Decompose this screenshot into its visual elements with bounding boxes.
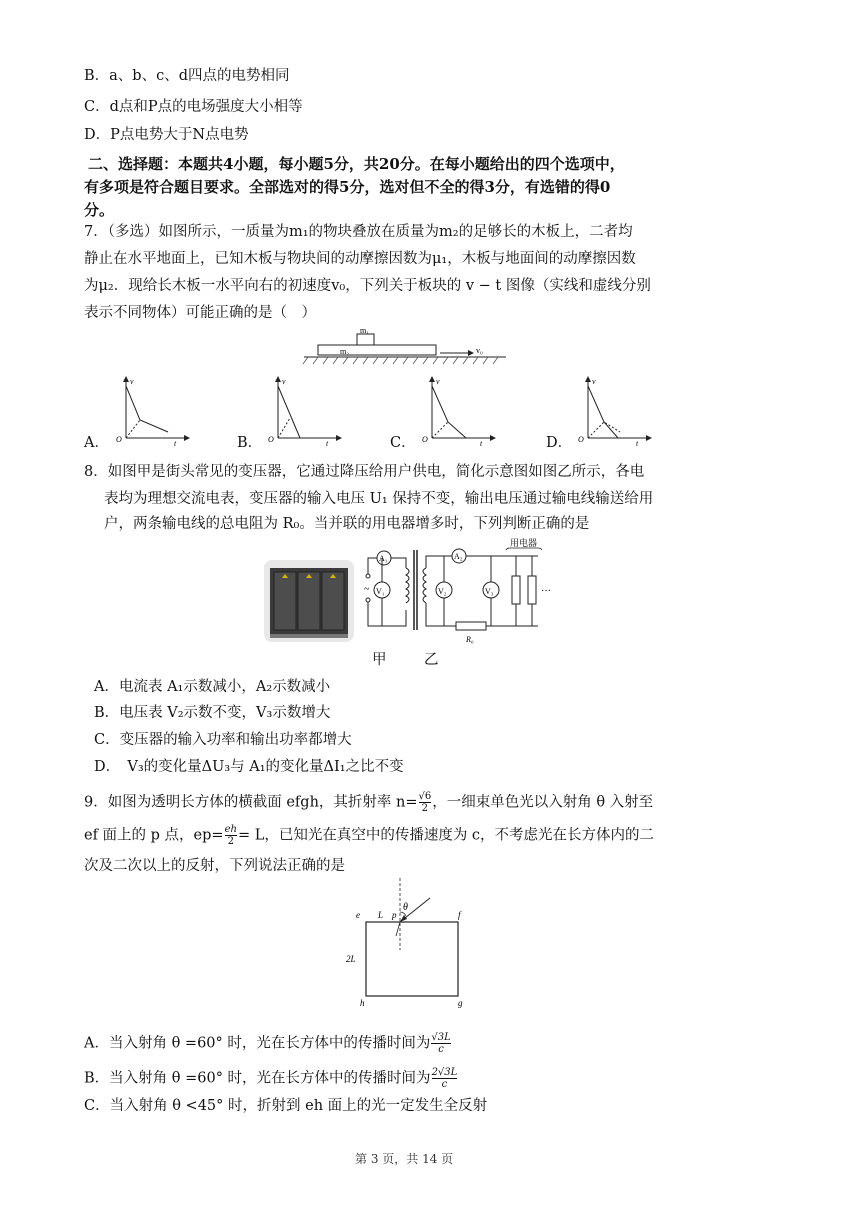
q6-option-c: C．d点和P点的电场强度大小相等 [84, 99, 303, 115]
svg-text:用电器: 用电器 [510, 538, 538, 548]
q9-n-num: √6 [418, 791, 432, 802]
q9-n-fraction [419, 791, 432, 814]
q8-caption-yi: 乙 [424, 652, 439, 668]
q9-ep-fraction [225, 824, 237, 847]
q9-option-b-fraction [432, 1067, 458, 1090]
q6-option-b: B．a、b、c、d四点的电势相同 [84, 68, 290, 84]
svg-text:θ: θ [403, 902, 408, 913]
svg-text:L: L [378, 910, 384, 920]
svg-text:t: t [174, 439, 177, 446]
q9-option-b-num: 2√3L [431, 1067, 458, 1078]
q9-line1 [84, 791, 653, 814]
svg-text:O: O [268, 435, 274, 444]
q7-option-d-label: D． [546, 435, 573, 451]
q9-option-a-text: A．当入射角 θ =60° 时，光在长方体中的传播时间为 [84, 1035, 431, 1052]
svg-text:v₀: v₀ [476, 346, 483, 355]
q9-option-b-den: c [441, 1079, 448, 1090]
q8-line1: 8．如图甲是街头常见的变压器，它通过降压给用户供电，简化示意图如图乙所示，各电 [84, 464, 645, 480]
q8-option-b: B．电压表 V₂示数不变，V₃示数增大 [94, 705, 331, 721]
q7-option-a-label: A． [84, 435, 109, 451]
q8-circuit-diagram [360, 538, 575, 648]
q9-line2-start: ef 面上的 p 点，ep= [84, 827, 224, 844]
q7-option-c-label: C． [390, 435, 416, 451]
svg-text:f: f [458, 910, 461, 920]
q6-option-d: D．P点电势大于N点电势 [84, 127, 249, 143]
svg-text:e: e [356, 910, 360, 920]
section2-line2: 有多项是符合题目要求。全部选对的得5分，选对但不全的得3分，有选错的得0 [84, 178, 611, 196]
svg-text:m₁: m₁ [360, 328, 370, 335]
q9-line1-start: 9．如图为透明长方体的横截面 efgh，其折射率 n= [84, 794, 418, 811]
q7-line2: 静止在水平地面上，已知木板与物块间的动摩擦因数为μ₁，木板与地面间的动摩擦因数 [84, 251, 636, 267]
svg-text:v: v [592, 377, 596, 386]
svg-text:t: t [326, 439, 329, 446]
svg-text:···: ··· [541, 586, 551, 597]
section2-line1: 二、选择题：本题共4小题，每小题5分，共20分。在每小题给出的四个选项中， [88, 155, 625, 173]
svg-text:V₃: V₃ [485, 587, 494, 596]
q9-option-a [84, 1032, 451, 1055]
svg-text:O: O [422, 435, 428, 444]
svg-text:m₂: m₂ [340, 347, 350, 356]
svg-text:A₁: A₁ [379, 554, 388, 563]
q8-option-c: C．变压器的输入功率和输出功率都增大 [94, 732, 352, 748]
q9-option-a-fraction [431, 1032, 450, 1055]
q9-line2 [84, 824, 654, 847]
svg-text:O: O [116, 435, 122, 444]
q9-n-den: 2 [421, 803, 429, 814]
svg-text:V₂: V₂ [438, 587, 447, 596]
page-footer: 第 3 页，共 14 页 [355, 1152, 454, 1166]
q9-prism-figure [340, 874, 475, 1014]
q8-line2: 表均为理想交流电表，变压器的输入电压 U₁ 保持不变，输出电压通过输电线输送给用 [104, 491, 654, 507]
svg-text:v: v [436, 377, 440, 386]
svg-text:t: t [480, 439, 483, 446]
svg-text:~: ~ [364, 584, 370, 595]
section2-line3: 分。 [84, 201, 115, 219]
q9-option-b-text: B．当入射角 θ =60° 时，光在长方体中的传播时间为 [84, 1070, 431, 1087]
q9-option-a-num: √3L [431, 1032, 451, 1043]
q7-graph-b [262, 374, 342, 446]
q7-graph-a [110, 374, 190, 446]
svg-text:t: t [636, 439, 639, 446]
q8-option-a: A．电流表 A₁示数减小，A₂示数减小 [94, 679, 331, 695]
q7-line1: 7．（多选）如图所示，一质量为m₁的物块叠放在质量为m₂的足够长的木板上，二者均 [84, 224, 633, 240]
q9-ep-num: eh [224, 824, 237, 835]
svg-text:v: v [130, 377, 134, 386]
svg-text:g: g [458, 998, 463, 1008]
q8-transformer-photo [264, 560, 354, 642]
q7-option-b-label: B． [237, 435, 263, 451]
q7-line4: 表示不同物体）可能正确的是（ ） [84, 305, 316, 321]
q9-line3: 次及二次以上的反射，下列说法正确的是 [84, 858, 345, 874]
q7-line3: 为μ₂．现给长木板一水平向右的初速度v₀，下列关于板块的 v − t 图像（实线和虚线分别 [84, 278, 651, 294]
svg-text:O: O [578, 435, 584, 444]
q9-option-a-den: c [438, 1044, 444, 1055]
q8-caption-jia: 甲 [372, 652, 387, 668]
q9-line1-end: ，一细束单色光以入射角 θ 入射至 [432, 794, 654, 811]
q9-option-c: C．当入射角 θ <45° 时，折射到 eh 面上的光一定发生全反射 [84, 1098, 488, 1114]
svg-text:v: v [282, 377, 286, 386]
q9-ep-den: 2 [227, 836, 234, 847]
q7-graph-d [572, 374, 652, 446]
svg-text:A₂: A₂ [454, 552, 463, 561]
q7-block-figure [300, 328, 510, 370]
svg-text:2L: 2L [346, 954, 356, 964]
q7-graph-c [416, 374, 496, 446]
q8-option-d: D． V₃的变化量ΔU₃与 A₁的变化量ΔI₁之比不变 [94, 759, 404, 775]
q8-line3: 户，两条输电线的总电阻为 R₀。当并联的用电器增多时，下列判断正确的是 [104, 516, 590, 532]
svg-text:R₀: R₀ [466, 635, 474, 644]
q9-line2-end: = L，已知光在真空中的传播速度为 c，不考虑光在长方体内的二 [237, 827, 655, 844]
svg-text:p: p [392, 910, 397, 920]
q9-option-b [84, 1067, 457, 1090]
svg-text:V₁: V₁ [376, 587, 385, 596]
svg-text:h: h [360, 998, 365, 1008]
